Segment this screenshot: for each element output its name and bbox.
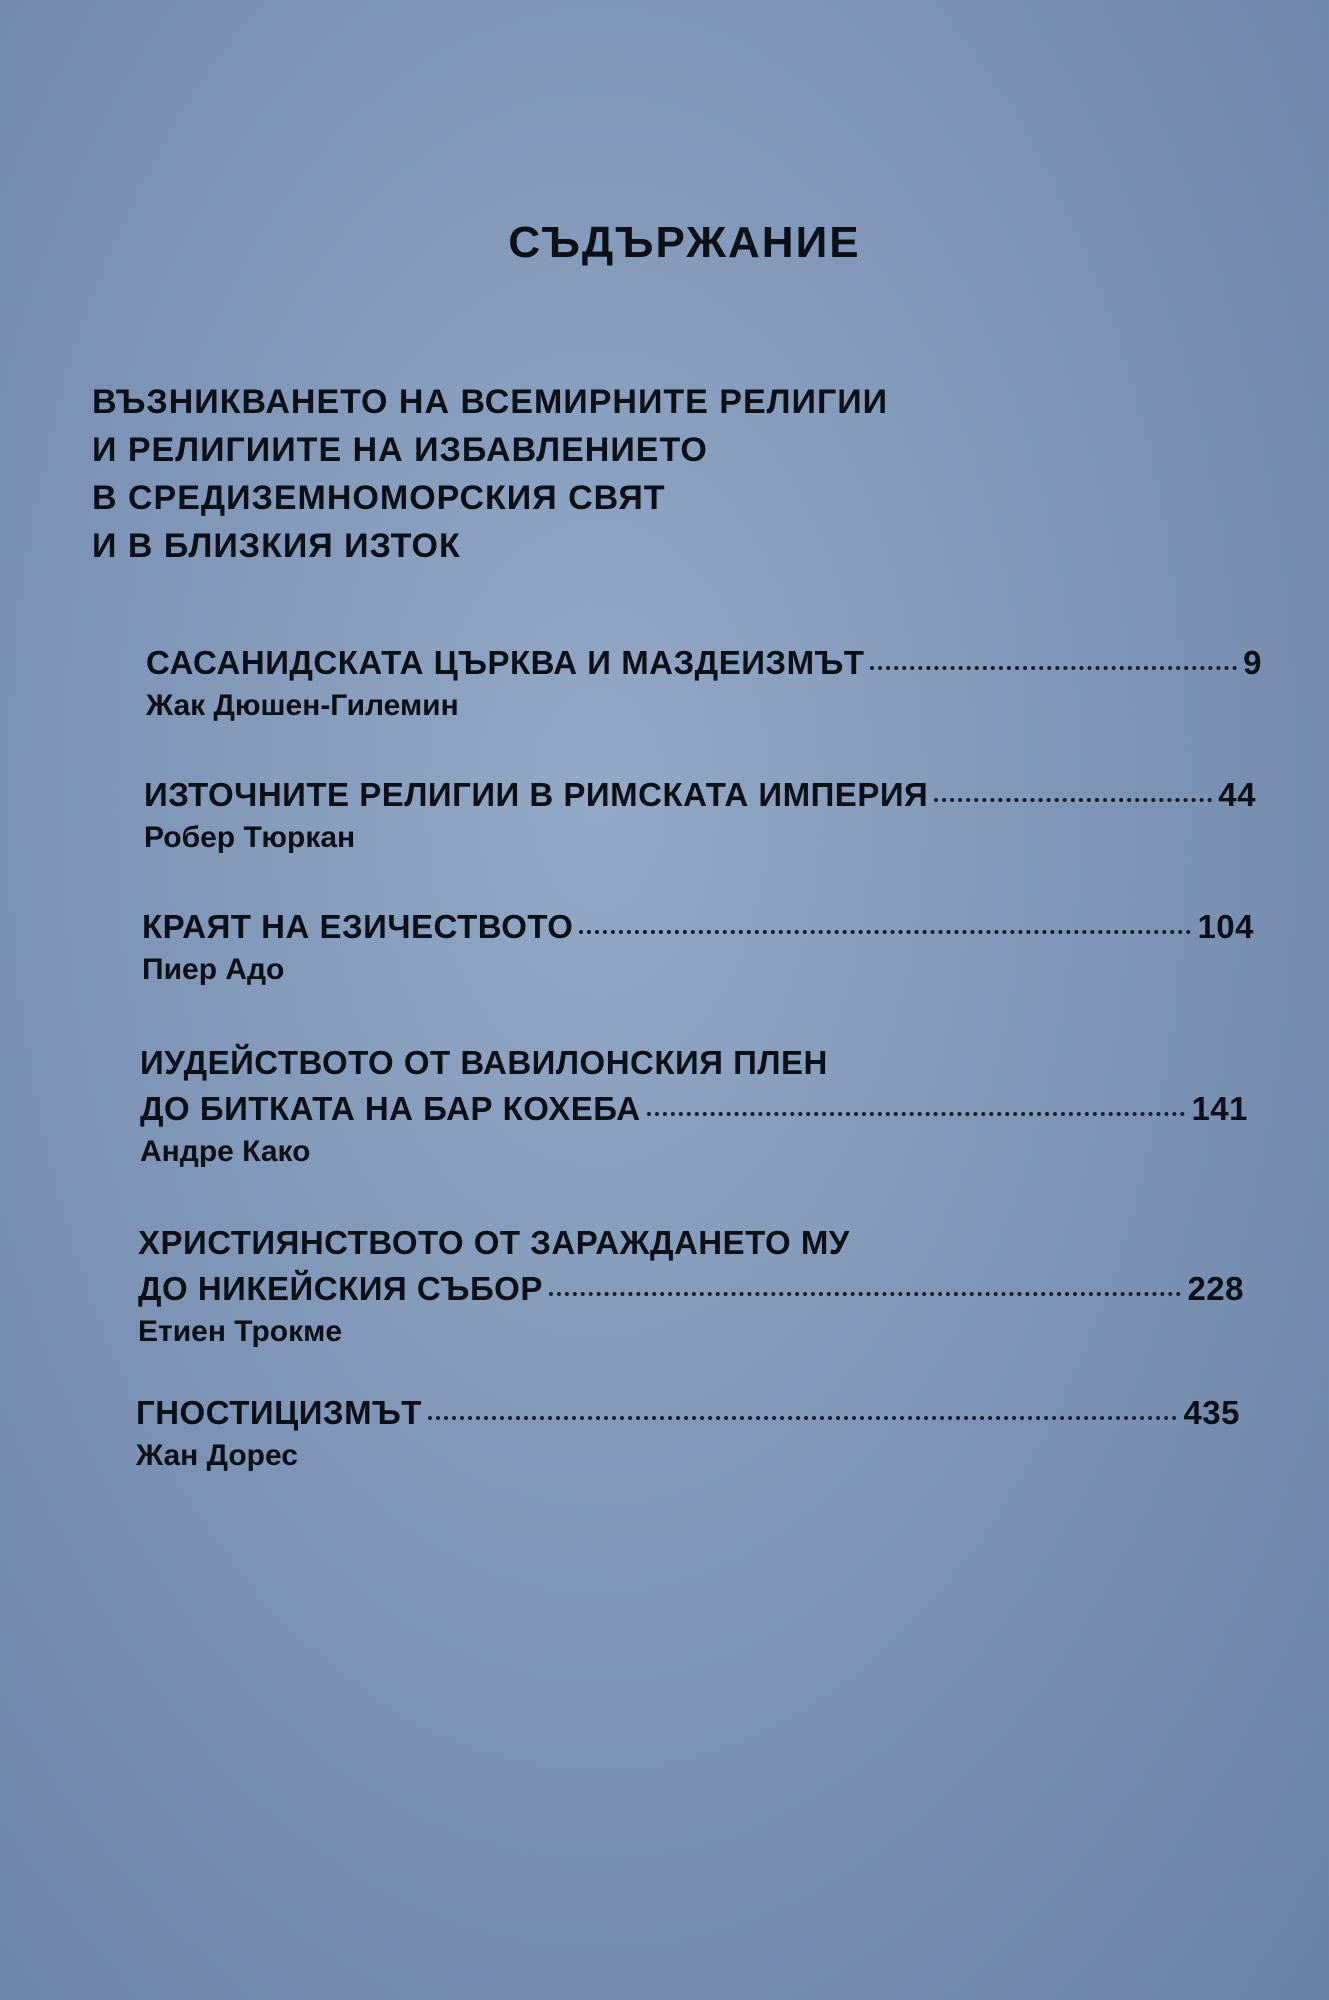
toc-entry[interactable] [140,1040,1248,1172]
part-heading-line: В СРЕДИЗЕМНОМОРСКИЯ СВЯТ [92,479,666,517]
toc-entry-page-number: 141 [1191,1090,1248,1127]
toc-entry[interactable] [142,904,1254,990]
toc-entry-title: КРАЯТ НА ЕЗИЧЕСТВОТО [142,908,574,945]
toc-entry-author: Пиер Адо [142,953,285,986]
toc-entry-author: Жак Дюшен-Гилемин [146,689,459,722]
toc-entry-title: САСАНИДСКАТА ЦЪРКВА И МАЗДЕИЗМЪТ [146,644,865,681]
toc-entry[interactable] [144,772,1256,858]
toc-entry[interactable] [146,640,1262,726]
part-heading-line: И РЕЛИГИИТЕ НА ИЗБАВЛЕНИЕТО [92,431,708,469]
toc-entry-title: ГНОСТИЦИЗМЪТ [136,1394,422,1431]
toc-entry-page-number: 435 [1183,1394,1240,1431]
dot-leader [870,666,1237,670]
toc-entry-title: ДО НИКЕЙСКИЯ СЪБОР [138,1270,543,1307]
dot-leader [428,1416,1178,1420]
toc-entry-title-row [146,640,1262,686]
toc-entry-title: ДО БИТКАТА НА БАР КОХЕБА [140,1090,641,1127]
toc-entry-title-row [144,772,1256,818]
toc-entry-title-row [138,1266,1244,1312]
toc-entry-author: Робер Тюркан [144,821,356,854]
toc-entry[interactable] [136,1390,1240,1476]
toc-entry-page-number: 44 [1218,776,1256,813]
toc-entry-page-number: 104 [1197,908,1254,945]
dot-leader [549,1292,1182,1296]
toc-entry-page-number: 228 [1187,1270,1244,1307]
dot-leader [934,798,1212,802]
toc-entry-page-number: 9 [1243,644,1262,681]
toc-entry-title-row [142,904,1254,950]
dot-leader [647,1112,1186,1116]
page-title: СЪДЪРЖАНИЕ [508,218,861,267]
toc-entry-title: ИУДЕЙСТВОТО ОТ ВАВИЛОНСКИЯ ПЛЕН [140,1044,828,1081]
toc-entry-title: ХРИСТИЯНСТВОТО ОТ ЗАРАЖДАНЕТО МУ [138,1224,850,1261]
part-heading-line: ВЪЗНИКВАНЕТО НА ВСЕМИРНИТЕ РЕЛИГИИ [92,383,889,421]
part-heading-line: И В БЛИЗКИЯ ИЗТОК [92,527,461,565]
toc-entry-author: Етиен Трокме [138,1315,343,1348]
part-heading [92,378,1092,570]
toc-entry-author: Андре Како [140,1135,311,1168]
toc-entry-title-row [140,1086,1248,1132]
dot-leader [579,930,1191,934]
toc-entry[interactable] [138,1220,1244,1352]
toc-entry-author: Жан Дорес [136,1439,298,1472]
toc-entry-title-row [136,1390,1240,1436]
toc-entry-title: ИЗТОЧНИТЕ РЕЛИГИИ В РИМСКАТА ИМПЕРИЯ [144,776,929,813]
